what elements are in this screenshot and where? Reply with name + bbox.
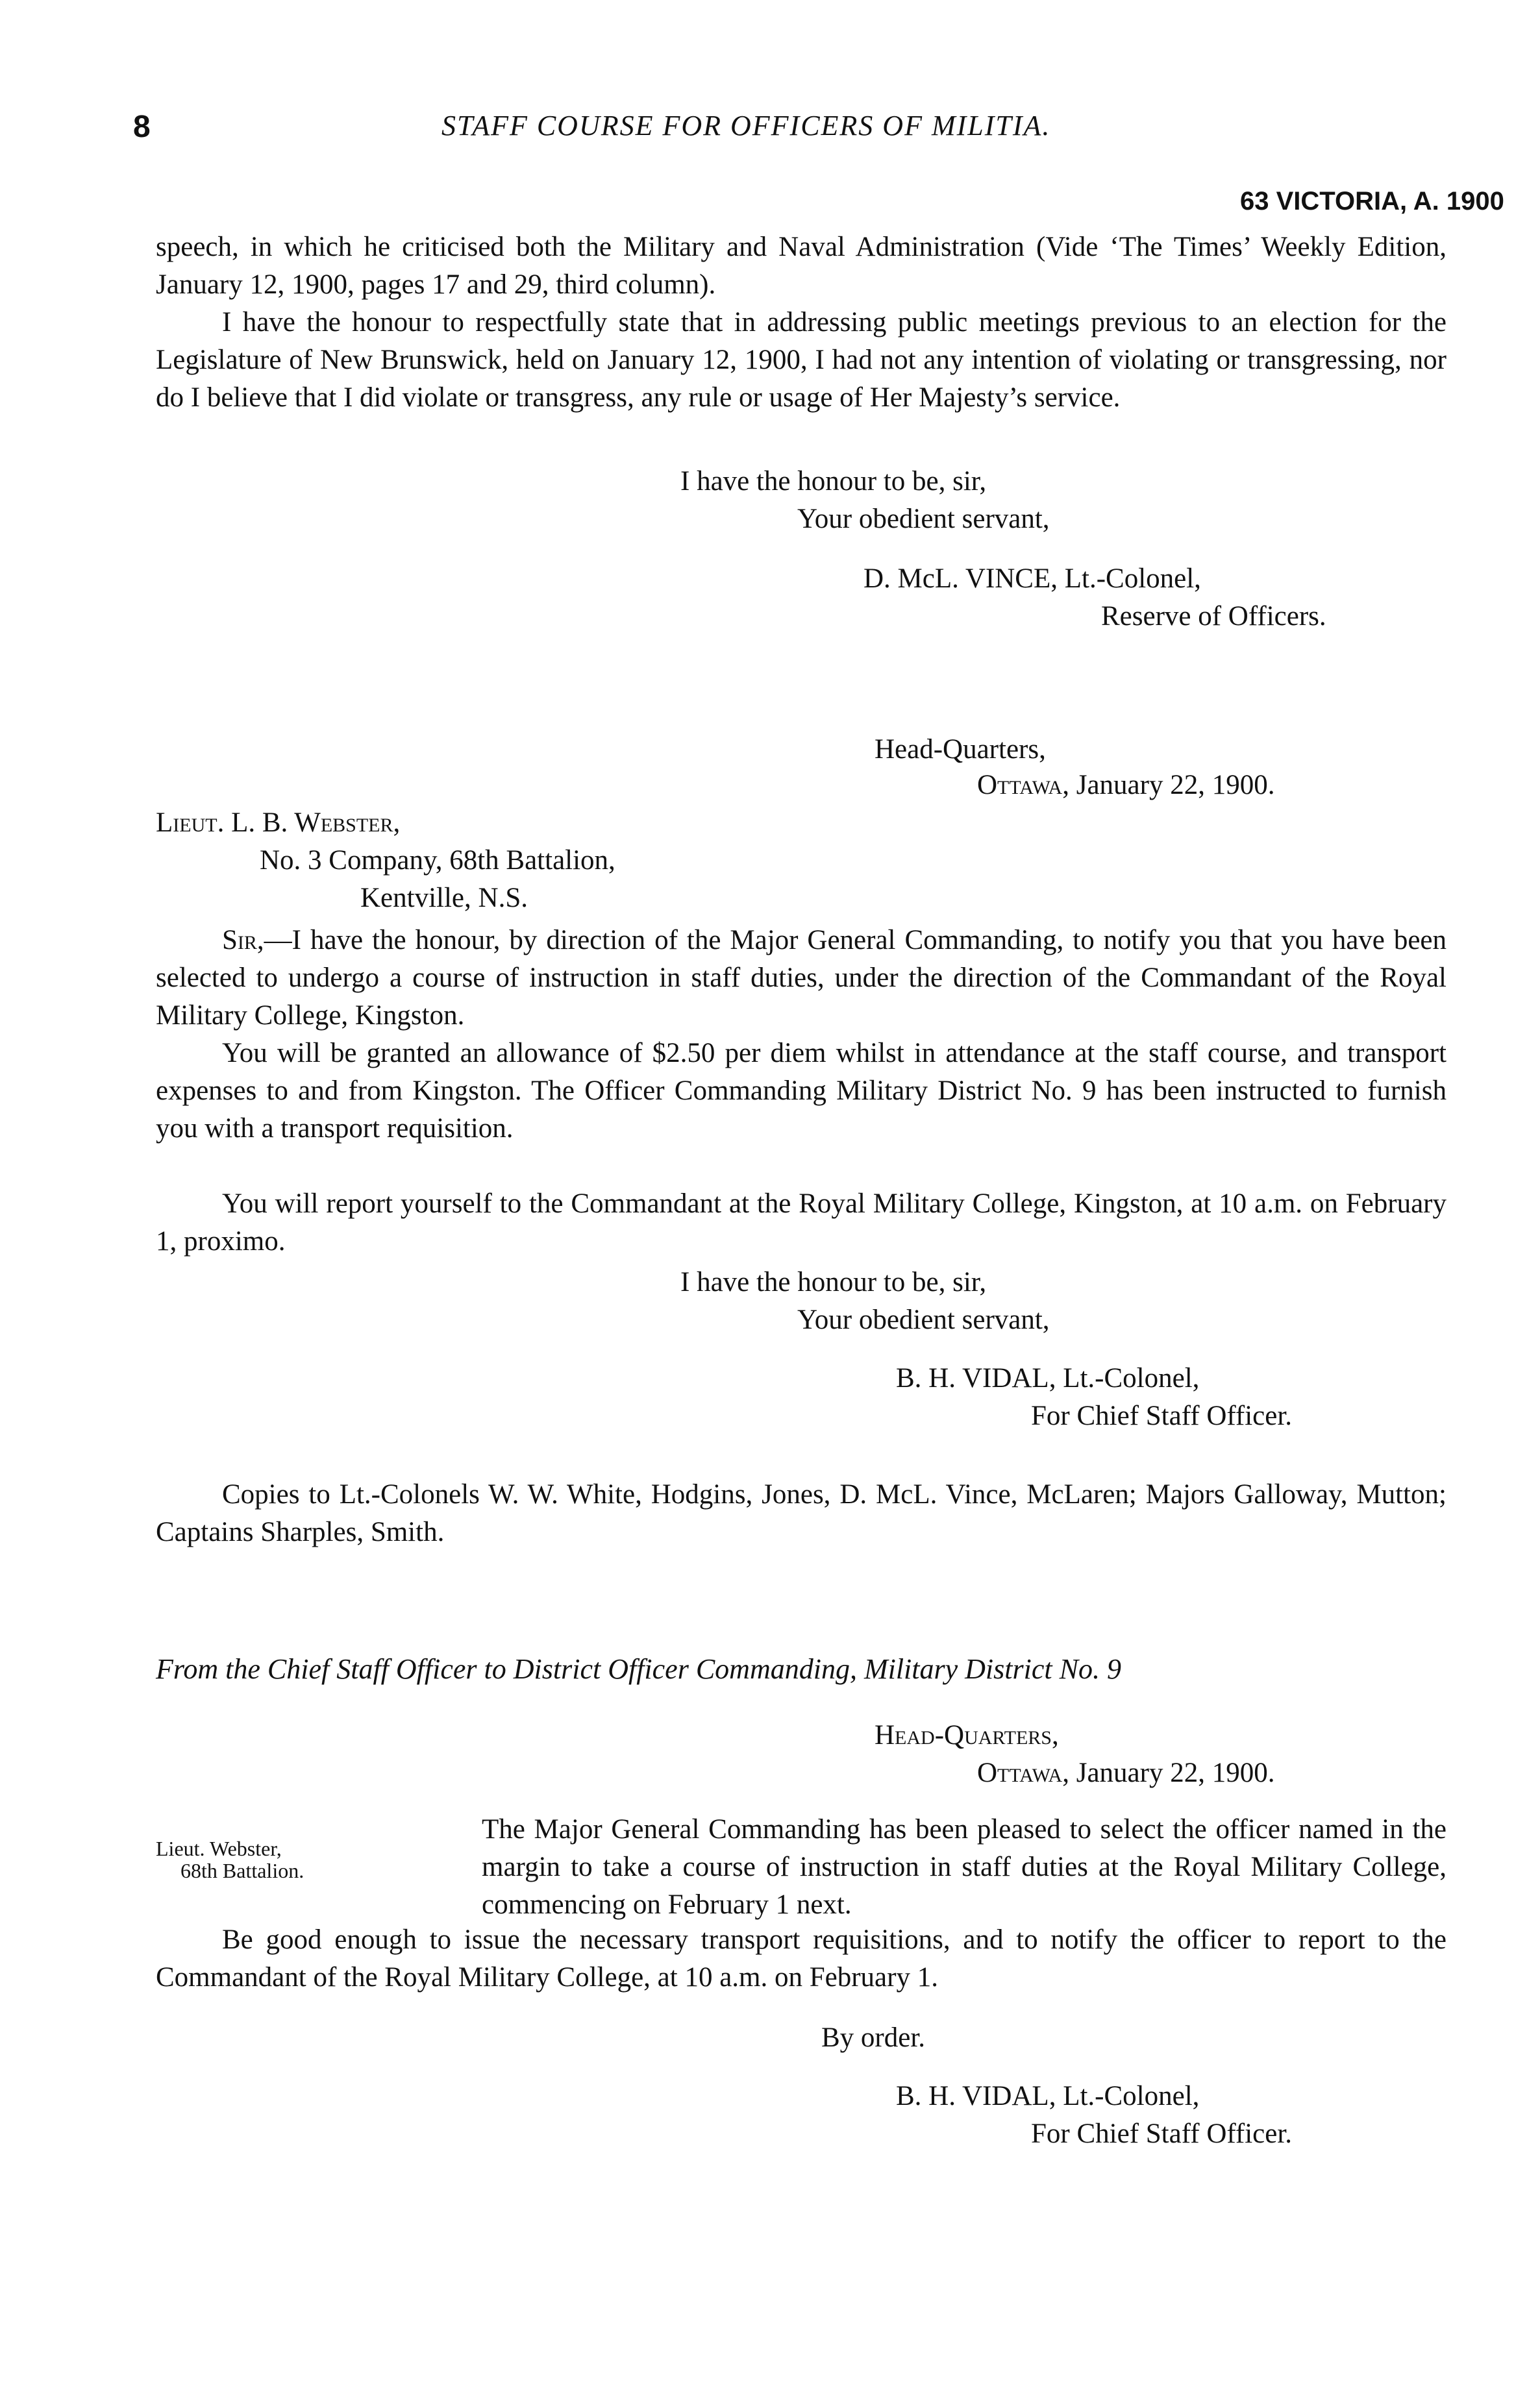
margin-note-line-1: Lieut. Webster, [156,1837,282,1860]
letter3-paragraph-1 [482,1811,1447,1924]
letter1-closing-1: I have the honour to be, sir, [680,466,987,497]
letter3-paragraph-2: Be good enough to issue the necessary transport requisitions, and to notify the officer to report to the Commandant of the Royal Military College, at 10 a.m. on February 1. [156,1924,1447,1993]
letter2-city: Ottawa, [977,770,1069,800]
letter1-closing-2: Your obedient servant, [797,504,1050,534]
letter1-continuation: speech, in which he criticised both the Military and Naval Administration (Vide ‘The Times’ Weekly Edition, January 12, 1900, pages 17 and 29, third column). [156,232,1447,300]
margin-note [156,1837,304,1882]
letter3-by-order: By order. [821,2022,926,2053]
letter2-addressee-unit: No. 3 Company, 68th Battalion, [260,845,615,876]
letter2-closing-1: I have the honour to be, sir, [680,1267,987,1297]
letter2-addressee-place: Kentville, N.S. [360,883,528,913]
letter3-place: Head-Quarters, [875,1720,1059,1751]
letter2-signature-title: For Chief Staff Officer. [1031,1401,1293,1431]
letter3-signature: B. H. VIDAL, Lt.-Colonel, [896,2081,1200,2111]
letter3-paragraph-1-text: The Major General Commanding has been pleased to select the officer named in the margin to take a course of instruction in staff duties at the Royal Military College, commencing on February 1 next. [482,1814,1447,1920]
letter2-paragraph-3: You will report yourself to the Commandant at the Royal Military College, Kingston, at 10 a.m. on February 1, proximo. [156,1188,1447,1257]
letter2-paragraph-1 [156,922,1447,1035]
letter2-addressee-name: Lieut. L. B. Webster, [156,807,401,838]
letter3-heading: From the Chief Staff Officer to District Officer Commanding, Military District No. 9 [156,1653,1121,1685]
letter3-date: January 22, 1900. [1076,1758,1275,1788]
letter3-signature-title: For Chief Staff Officer. [1031,2119,1293,2149]
letter1-paragraph: I have the honour to respectfully state that in addressing public meetings previous to an election for the Legislature of New Brunswick, held on January 12, 1900, I had not any intention of violating or transgressing, nor do I believe that I did violate or transgress, any rule or usage of Her Majesty’s service. [156,307,1447,413]
letter2-closing-2: Your obedient servant, [797,1305,1050,1335]
letter3-city: Ottawa, [977,1758,1069,1788]
letter2-place: Head-Quarters, [875,734,1046,765]
letter2-salutation: Sir, [222,925,264,955]
margin-note-line-2: 68th Battalion. [180,1859,304,1882]
session-label: 63 VICTORIA, A. 1900 [1240,187,1504,215]
letter2-date: January 22, 1900. [1076,770,1275,800]
running-title: STAFF COURSE FOR OFFICERS OF MILITIA. [441,110,1051,141]
page-number: 8 [133,110,151,144]
letter2-paragraph-1-text: —I have the honour, by direction of the Major General Commanding, to notify you that you have been selected to undergo a course of instruction in staff duties, under the direction of the Commandant of the Royal Military College, Kingston. [156,925,1447,1031]
letter2-copies: Copies to Lt.-Colonels W. W. White, Hodgins, Jones, D. McL. Vince, McLaren; Majors Galloway, Mutton; Captains Sharples, Smith. [156,1479,1447,1547]
letter1-signature-title: Reserve of Officers. [1101,601,1326,632]
letter2-paragraph-2: You will be granted an allowance of $2.50 per diem whilst in attendance at the staff course, and transport expenses to and from Kingston. The Officer Commanding Military District No. 9 has been instructed to furnish you with a transport requisition. [156,1038,1447,1144]
letter2-signature: B. H. VIDAL, Lt.-Colonel, [896,1363,1200,1394]
letter2-dateline [977,766,1274,805]
letter1-signature: D. McL. VINCE, Lt.-Colonel, [863,563,1201,594]
letter3-dateline [977,1754,1274,1793]
